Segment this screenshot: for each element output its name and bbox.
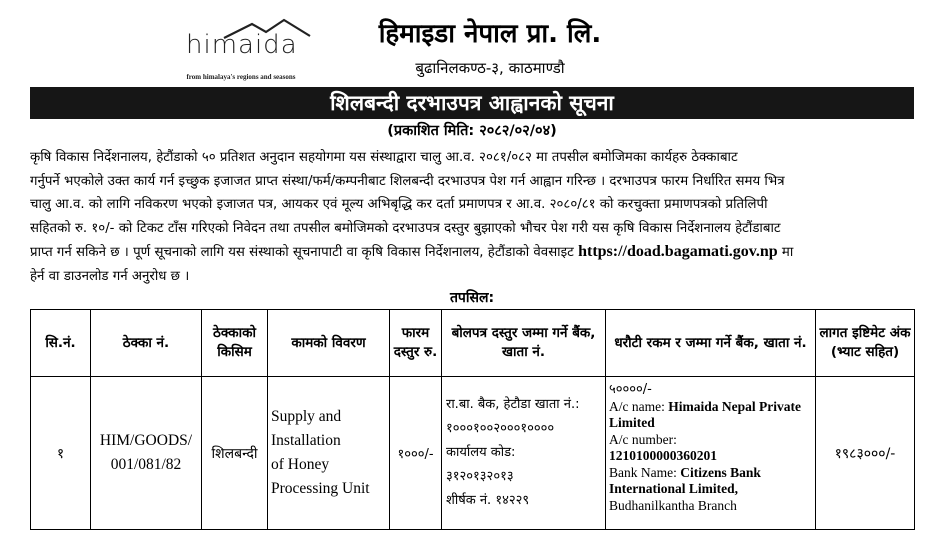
cell-form-fee: १०००/- [390,377,442,530]
tender-table [30,309,915,530]
letterhead [0,0,946,86]
body-line: सहितको रु. १०/- को टिकट टाँस गरिएको निवेदन तथा तपसील बमोजिमको दरभाउपत्र दस्तुर बुझाएको भौचर पेश गरी यस कृषि विकास निर्देशनालय हेटौंडाबाट [30,220,781,236]
company-name: हिमाइडा नेपाल प्रा. लि. [378,19,602,49]
table-row [31,377,915,530]
contract-no-part: HIM/GOODS/ [99,432,193,449]
notice-body [30,146,914,288]
col-header-form-fee: फारम दस्तुर रु. [390,310,442,377]
cell-sn: १ [31,377,91,530]
cell-contract-type: शिलबन्दी [202,377,268,530]
contract-no-part: 001/081/82 [110,456,182,473]
work-desc-line: Processing Unit [271,480,370,497]
body-line-text: प्राप्त गर्न सकिने छ । पूर्ण सूचनाको लागि यस संस्थाको सूचनापाटी वा कृषि विकास निर्देशनालय, हेटौंडाको वेवसाइट [30,245,574,260]
body-line-tail: मा [777,245,794,260]
published-date: (प्रकाशित मिति: २०८२/०२/०४) [387,123,557,139]
cell-deposit-bank [606,377,816,530]
bid-fee-line: कार्यालय कोड: [446,445,516,460]
website-link[interactable]: https://doad.bagamati.gov.np [578,243,778,260]
work-desc-line: Installation [271,432,341,449]
col-header-contract-no: ठेक्का नं. [91,310,202,377]
cell-work-desc [268,377,390,530]
ac-number: 1210100000360201 [609,448,717,463]
bid-fee-line: ३१२०१३२०१३ [446,469,514,484]
bank-name-label: Bank Name: [609,464,681,480]
col-header-contract-type: ठेक्काको किसिम [202,310,268,377]
table-header-row [31,310,915,377]
ac-number-label: A/c number: [609,431,677,447]
col-header-cost-estimate: लागत इष्टिमेट अंक (भ्याट सहित) [816,310,915,377]
bid-fee-line: शीर्षक नं. १४२२९ [446,493,530,508]
work-desc-line: of Honey [271,456,330,473]
ac-name-label: A/c name: [609,398,669,414]
bid-fee-line: १०००१००२०००१०००० [446,421,555,436]
cell-bid-fee-bank [442,377,606,530]
body-line: गर्नुपर्ने भएकोले उक्त कार्य गर्न इच्छुक इजाजत प्राप्त संस्था/फर्म/कम्पनीबाट शिलबन्दी दरभाउपत्र पेश गर्न आह्वान गरिन्छ । दरभाउपत्र फारम निर्धारित समय भित्र [30,173,785,189]
col-header-deposit-bank: धरौटी रकम र जम्मा गर्ने बैंक, खाता नं. [606,310,816,377]
cell-contract-no [91,377,202,530]
bank-branch: Budhanilkantha Branch [609,497,737,513]
section-title: तपसिल: [449,290,495,306]
col-header-work-desc: कामको विवरण [268,310,390,377]
bank-name: Citizens Bank International Limited, [609,464,761,496]
body-line: हेर्न वा डाउनलोड गर्न अनुरोध छ । [30,268,190,284]
body-line: चालु आ.व. को लागि नविकरण भएको इजाजत पत्र, आयकर एवं मूल्य अभिबृद्धि कर दर्ता प्रमाणपत्र र आ.व. २०८०/८१ को करचुक्ता प्रमाणपत्रको प्रतिलिपी [30,197,768,212]
body-line: कृषि विकास निर्देशनालय, हेटौंडाको ५० प्रतिशत अनुदान सहयोगमा यस संस्थाद्वारा चालु आ.व. २०८१/०८२ मा तपसील बमोजिमका कार्यहरु ठेक्काबाट [30,150,738,165]
logo-tagline: from himalaya's regions and seasons [186,73,296,81]
col-header-sn: सि.नं. [31,310,91,377]
cell-cost-estimate: १९८३०००/- [816,377,915,530]
deposit-amount: ५००००/- [609,382,652,397]
col-header-bid-fee-bank: बोलपत्र दस्तुर जम्मा गर्ने बैंक, खाता नं. [442,310,606,377]
logo-wordmark: himaida [186,30,298,60]
company-address: बुढानिलकण्ठ-३, काठमाण्डौ [415,59,565,77]
work-desc-line: Supply and [271,408,342,425]
bid-fee-line: रा.बा. बैक, हेटौडा खाता नं.: [446,397,580,412]
notice-title: शिलबन्दी दरभाउपत्र आह्वानको सूचना [30,87,914,119]
ac-name: Himaida Nepal Private Limited [609,398,801,430]
body-line [30,240,914,265]
